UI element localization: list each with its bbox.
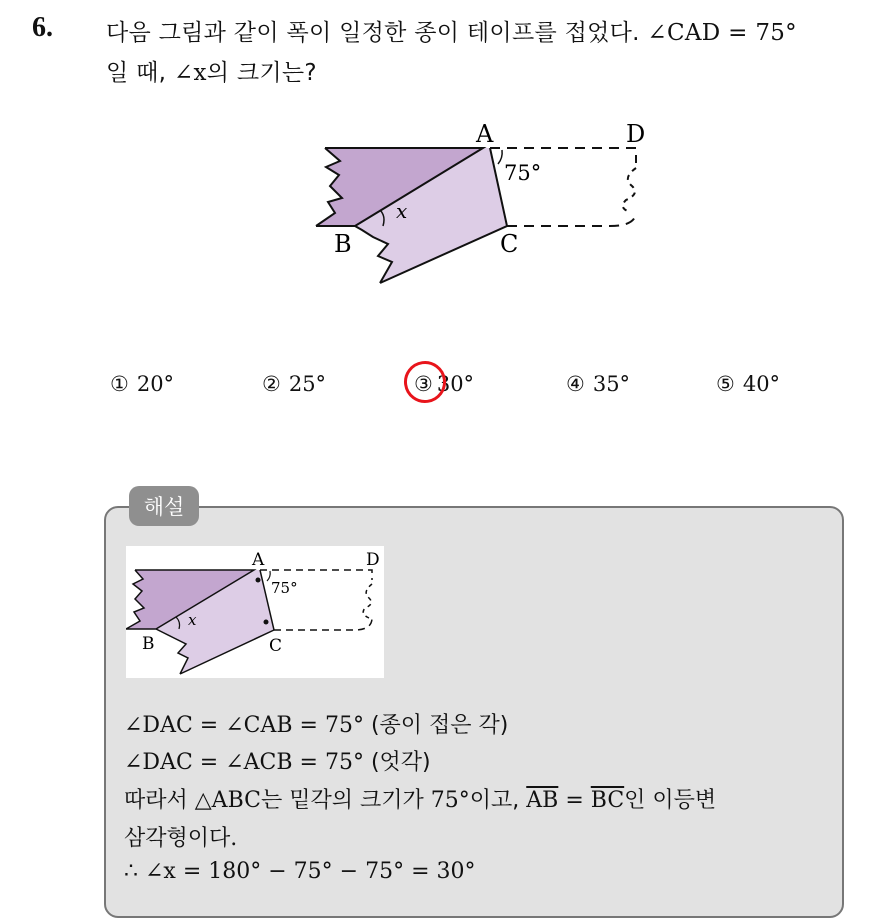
solution-line-4: 삼각형이다. (124, 826, 238, 851)
solution-line-3-e: 이고, (469, 788, 520, 813)
angle-mark-dot-a (256, 578, 261, 583)
choice-4[interactable] (566, 372, 630, 396)
solution-line-3-c: 는 밑각의 크기가 (260, 788, 424, 813)
segment-bc: $\overline{BC}$ (590, 788, 625, 813)
solution-line-1-math: ∠DAC = ∠CAB = 75° (124, 713, 364, 738)
choice-2-mark: ② (262, 372, 281, 396)
choice-5-value: 40° (742, 372, 781, 396)
solution-line-5: ∴ ∠x = 180° − 75° − 75° = 30° (124, 859, 476, 884)
label-c: C (500, 230, 519, 258)
solution-line-3-angle: 75° (430, 788, 470, 813)
choice-1-mark: ① (110, 372, 129, 396)
angle-mark-dot-c (264, 620, 269, 625)
angle-x-label: ∠x (173, 60, 207, 86)
solution-line-2-note: (엇각) (370, 750, 431, 775)
question-text-suffix: 의 크기는? (206, 60, 317, 86)
question-text: 다음 그림과 같이 폭이 일정한 종이 테이프를 접었다. (106, 20, 640, 46)
label-x: x (396, 199, 408, 223)
choice-1[interactable] (110, 372, 174, 396)
label-a: A (476, 120, 494, 148)
solution-label-c: C (269, 636, 283, 656)
question-line-2 (106, 54, 317, 87)
choice-5-mark: ⑤ (716, 372, 735, 396)
selected-answer-circle (401, 358, 448, 405)
solution-angle-75-arc (267, 571, 270, 581)
solution-tag: 해설 (129, 486, 199, 526)
label-d: D (626, 120, 646, 148)
solution-dashed-torn-edge (363, 584, 372, 618)
question-number: 6. (32, 12, 53, 43)
question-text-prefix: 일 때, (106, 60, 167, 86)
solution-label-75: 75° (271, 579, 298, 597)
choice-2[interactable] (262, 372, 326, 396)
label-angle-75: 75° (504, 161, 542, 185)
solution-label-d: D (366, 550, 380, 570)
dashed-folded-outline (490, 148, 636, 226)
choice-3-value: 30° (436, 372, 475, 396)
angle-75-arc (498, 150, 502, 164)
question-line-1 (106, 14, 797, 47)
solution-label-x: x (188, 611, 197, 629)
choice-4-value: 35° (592, 372, 631, 396)
solution-line-1 (124, 708, 508, 739)
solution-line-2 (124, 745, 431, 776)
segment-ab: $\overline{AB}$ (526, 788, 559, 813)
label-b: B (334, 230, 352, 258)
solution-line-3-eq: = (565, 788, 584, 813)
solution-line-1-note: (종이 접은 각) (370, 713, 509, 738)
tape-figure (300, 110, 660, 300)
solution-line-3-f: 인 이등변 (624, 788, 717, 813)
solution-figure (126, 546, 384, 678)
choice-2-value: 25° (288, 372, 327, 396)
choice-4-mark: ④ (566, 372, 585, 396)
solution-label-a: A (252, 550, 265, 570)
dashed-torn-edge (623, 168, 636, 212)
choice-1-value: 20° (136, 372, 175, 396)
question-condition: ∠CAD = 75° (647, 20, 797, 46)
solution-label-b: B (142, 634, 155, 654)
solution-line-3 (124, 783, 716, 814)
solution-line-3-triangle: △ABC (194, 788, 261, 813)
solution-line-2-math: ∠DAC = ∠ACB = 75° (124, 750, 364, 775)
choice-5[interactable] (716, 372, 780, 396)
solution-line-3-a: 따라서 (124, 788, 188, 813)
choice-3-mark: ③ (414, 372, 433, 396)
